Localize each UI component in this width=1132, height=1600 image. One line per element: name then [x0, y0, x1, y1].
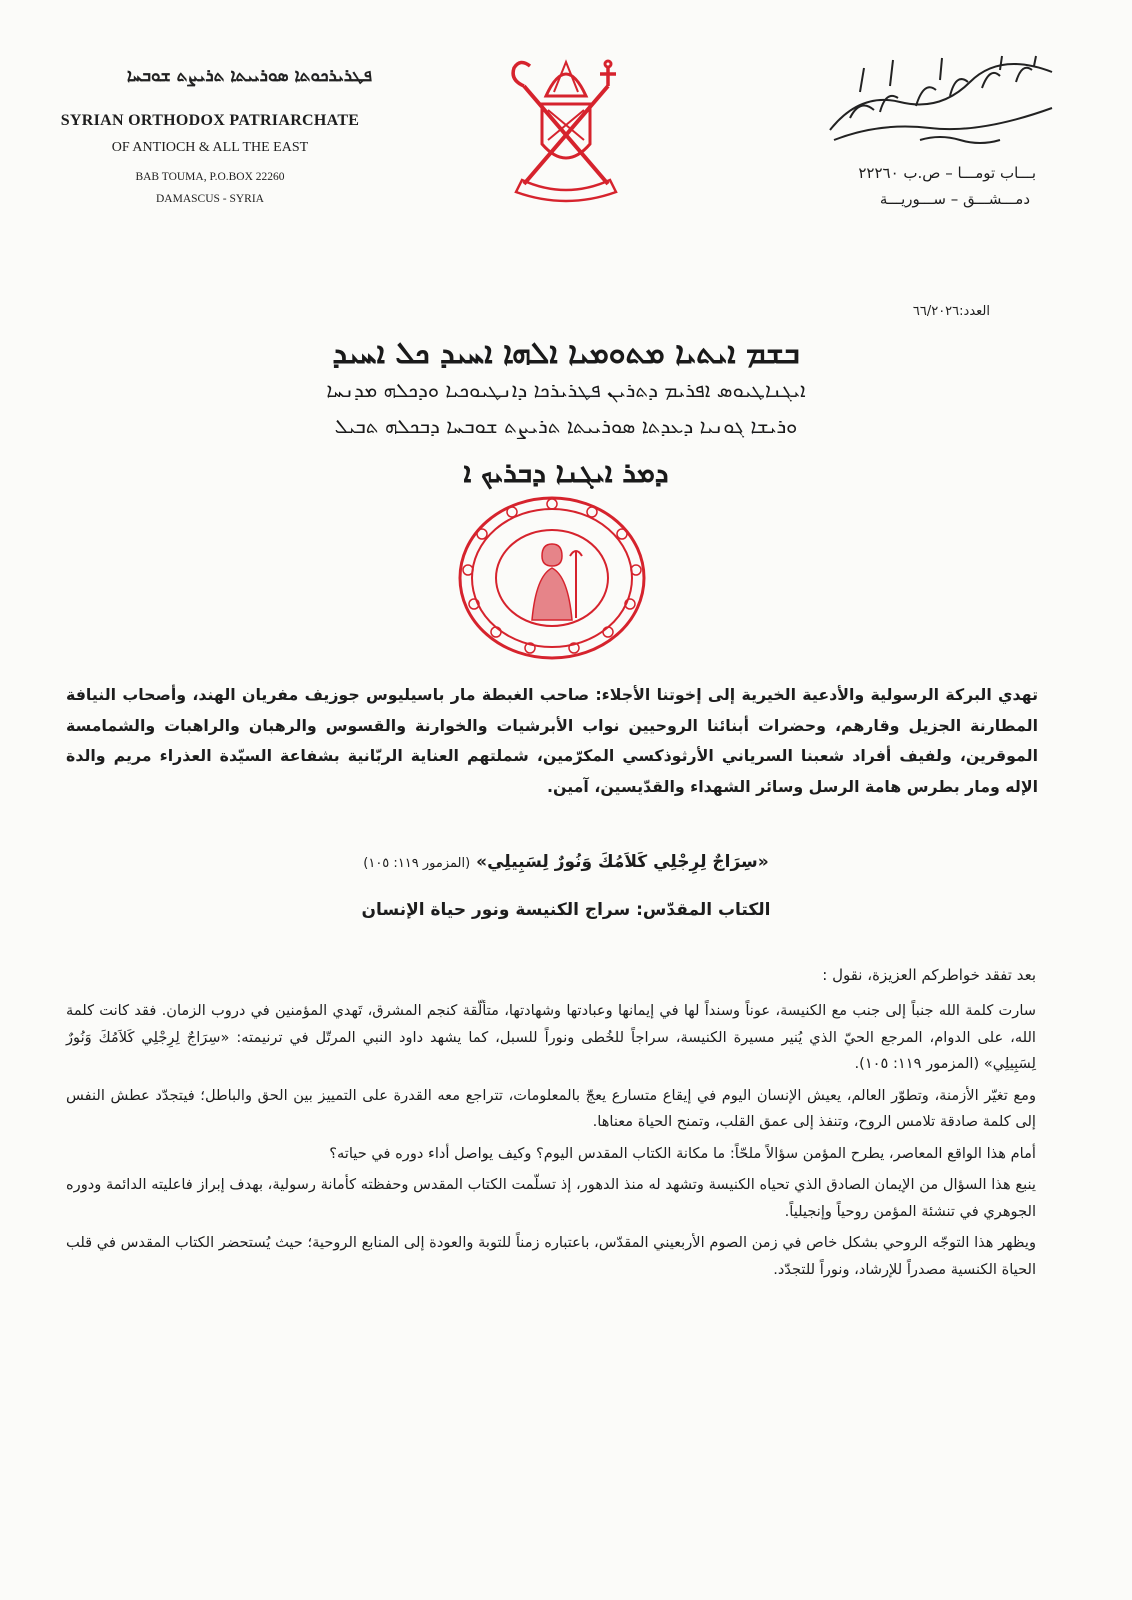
document-number: العدد:٦٦/٢٠٢٦ [912, 304, 990, 319]
letter-body [66, 998, 1036, 1288]
arabic-address-line: بـــاب تومـــا – ص.ب ٢٢٢٦٠ [858, 164, 1036, 182]
body-paragraph: أمام هذا الواقع المعاصر، يطرح المؤمن سؤالاً ملحّاً: ما مكانة الكتاب المقدس اليوم؟ وكيف يواصل أداء دوره في حياته؟ [329, 1144, 1036, 1162]
letter-subtitle: الكتاب المقدّس: سراج الكنيسة ونور حياة الإنسان [361, 900, 771, 920]
arabic-city-line: دمـــشـــق – ســـوريـــة [879, 190, 1030, 208]
arabic-calligraphy-logo [820, 52, 1070, 152]
syriac-signature-line: ܕܡܪ ܐܝܓܢܐ ܕܒܪܝܟ ܐ [463, 456, 669, 489]
scripture-verse [140, 852, 992, 872]
verse-text: «سِرَاجٌ لِرِجْلِي كَلاَمُكَ وَنُورٌ لِسَبِيلِي» [476, 852, 769, 872]
introductory-blessing: تهدي البركة الرسولية والأدعية الخيرية إلى إخوتنا الأجلاء: صاحب الغبطة مار باسيليوس جوزيف مفريان الهند، وأصحاب النيافة المطارنة الجزيل وقارهم، وحضرات أبنائنا الروحيين نواب الأبرشيات والخوارنة والقسوس والرهبان والراهبات والشمامسة الموقرين، ولفيف أفراد شعبنا السرياني الأرثوذكسي المكرّمين، شملتهم العناية الربّانية بشفاعة السيّدة العذراء مريم والدة الإله ومار بطرس هامة الرسل وسائر الشهداء والقدّيسين، آمين. [66, 685, 1038, 796]
letterhead-pobox: BAB TOUMA, P.O.BOX 22260 [135, 171, 285, 183]
body-paragraph: سارت كلمة الله جنباً إلى جنب مع الكنيسة، عوناً وسنداً لها في إيمانها وعبادتها وشهادتها، متألّقة كنجم المشرق، تَهدي المؤمنين في دروب الزمان. فقد كانت كلمة الله، على الدوام، المرجع الحيّ الذي يُنير مسيرة الكنيسة، سراجاً للخُطى ونوراً للسبل، كما يشهد داود النبي المرتّل في ترنيمته: «سِرَاجٌ لِرِجْلِي كَلاَمُكَ وَنُورٌ لِسَبِيلِي» (المزمور ١١٩: ١٠٥). [66, 1002, 1036, 1072]
letterhead-antioch: OF ANTIOCH & ALL THE EAST [111, 140, 309, 155]
patriarchal-emblem-icon [504, 48, 628, 208]
letterhead-patriarchate: SYRIAN ORTHODOX PATRIARCHATE [60, 112, 360, 129]
syriac-invocation: ܒܫܡ ܐܝܬܝܐ ܡܬܘܡܝܐ ܐܠܗܐ ܐܚܝܕ ܟܠ ܐܚܝܕ [332, 336, 800, 371]
syriac-title-line-1: ܐܝܓܢܐܛܝܘܣ ܐܦܪܝܡ ܕܬܪܝܢ ܦܛܪܝܪܟܐ ܕܐܢܛܝܘܟܝܐ ܘܕܟܠܗ ܡܕܢܚܐ [326, 378, 806, 402]
body-paragraph: ويظهر هذا التوجّه الروحي بشكل خاص في زمن الصوم الأربعيني المقدّس، باعتباره زمناً للتوبة والعودة إلى المنابع الروحية؛ حيث يُستحضر الكتاب المقدس في قلب الحياة الكنسية مصدراً للإرشاد، ونوراً للتجدّد. [66, 1234, 1036, 1278]
patriarchal-seal-icon [452, 492, 652, 664]
verse-reference: (المزمور ١١٩: ١٠٥) [363, 856, 471, 871]
letterhead-city: DAMASCUS - SYRIA [156, 193, 264, 205]
greeting-line: بعد تفقد خواطركم العزيزة، نقول : [822, 966, 1036, 984]
syriac-letterhead-text: ܦܛܪܝܪܟܘܬܐ ܣܘܪܝܝܬܐ ܬܪܝܨܬ ܫܘܒܚܐ [126, 66, 372, 86]
body-paragraph: ومع تغيّر الأزمنة، وتطوّر العالم، يعيش الإنسان اليوم في إيقاع متسارع يعجّ بالمعلومات، تتراجع معه القدرة على التمييز بين الحق والباطل؛ فيتجدّد عطش النفس إلى كلمة صادقة تلامس الروح، وتنفذ إلى عمق القلب، وتمنح الحياة معناها. [66, 1086, 1036, 1130]
syriac-title-line-2: ܘܪܝܫܐ ܓܘܢܝܐ ܕܥܕܬܐ ܣܘܪܝܝܬܐ ܬܪܝܨܬ ܫܘܒܚܐ ܕܒܟܠܗ ܬܒܝܠ [334, 414, 798, 438]
body-paragraph: ينبع هذا السؤال من الإيمان الصادق الذي تحياه الكنيسة وتشهد له منذ الدهور، إذ تسلّمت الكتاب المقدس وحفظته كأمانة رسولية، بهدف إبراز فاعليته الدائمة ودوره الجوهري في تنشئة المؤمن روحياً وإنجيلياً. [66, 1176, 1036, 1220]
